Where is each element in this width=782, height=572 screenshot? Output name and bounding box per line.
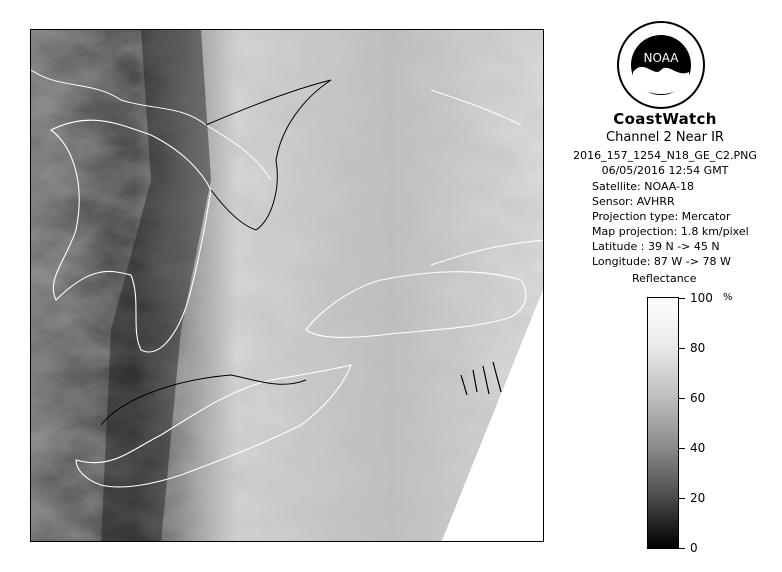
colorbar-tick	[679, 348, 685, 349]
colorbar-tick-label: 100	[690, 291, 713, 305]
colorbar-label: Reflectance	[632, 272, 697, 285]
satellite-info: Satellite: NOAA-18	[592, 180, 695, 193]
colorbar-tick	[679, 498, 685, 499]
reflectance-colorbar	[647, 297, 679, 549]
longitude-info: Longitude: 87 W -> 78 W	[592, 255, 731, 268]
colorbar-unit: %	[723, 292, 733, 303]
satellite-image	[30, 29, 544, 542]
noaa-logo-text: NOAA	[643, 51, 679, 65]
colorbar-tick-label: 40	[690, 441, 706, 455]
colorbar-tick-label: 60	[690, 391, 706, 405]
colorbar-tick-label: 80	[690, 341, 706, 355]
satellite-map	[31, 30, 544, 542]
product-title: CoastWatch	[613, 110, 717, 128]
colorbar-tick	[679, 398, 685, 399]
sensor-info: Sensor: AVHRR	[592, 195, 675, 208]
latitude-info: Latitude : 39 N -> 45 N	[592, 240, 720, 253]
file-name: 2016_157_1254_N18_GE_C2.PNG	[573, 149, 757, 162]
colorbar-tick	[679, 448, 685, 449]
colorbar-tick	[679, 298, 685, 299]
channel-label: Channel 2 Near IR	[606, 130, 724, 145]
colorbar-tick-label: 0	[690, 541, 698, 555]
date-time: 06/05/2016 12:54 GMT	[601, 164, 729, 177]
noaa-logo	[616, 20, 706, 110]
projection-type-info: Projection type: Mercator	[592, 210, 731, 223]
map-projection-info: Map projection: 1.8 km/pixel	[592, 225, 749, 238]
colorbar-tick-label: 20	[690, 491, 706, 505]
colorbar-tick	[679, 548, 685, 549]
